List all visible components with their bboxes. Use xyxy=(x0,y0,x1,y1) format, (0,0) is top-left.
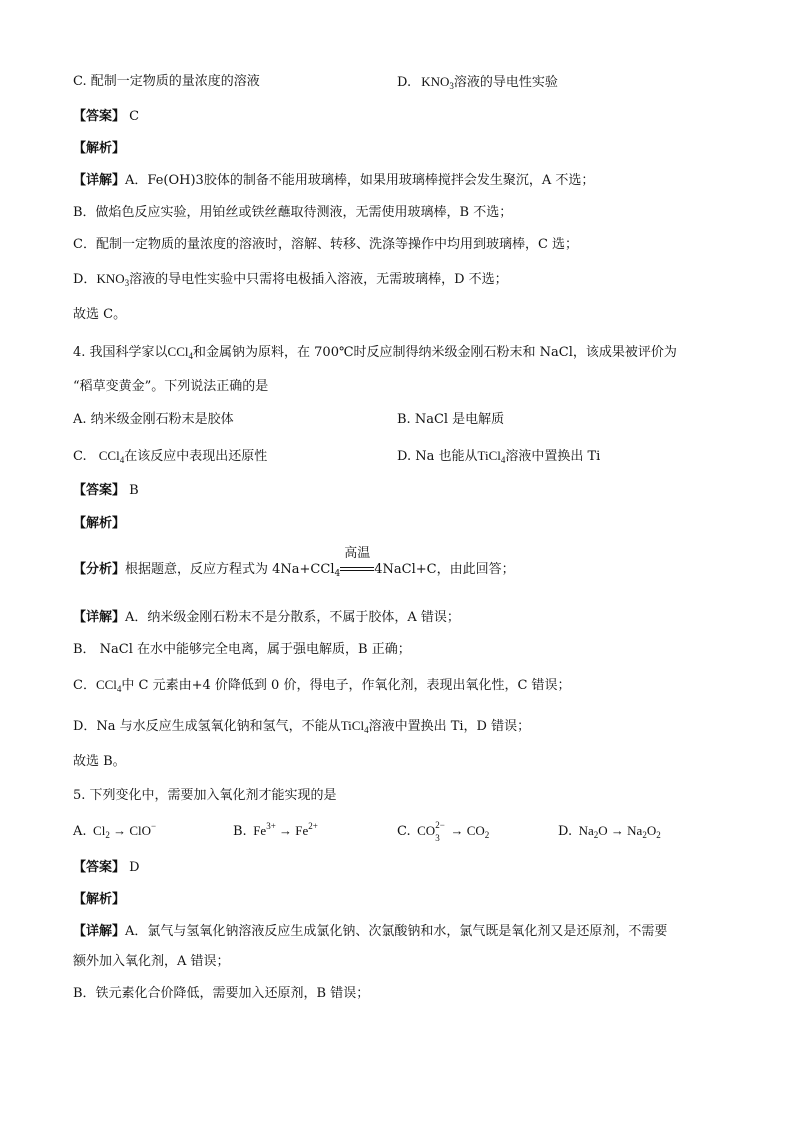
q3-option-c: C. 配制一定物质的量浓度的溶液 xyxy=(73,74,260,89)
option-text: D. Na 也能从 xyxy=(397,449,478,464)
q4-conclusion: 故选 B。 xyxy=(73,754,126,769)
detail-tag: 【详解】 xyxy=(73,610,126,625)
detail-tag: 【详解】 xyxy=(73,924,126,939)
ticl4-formula: TiCl$_4$ xyxy=(477,448,506,465)
q4-analysis-tag: 【解析】 xyxy=(73,516,126,531)
q5-option-b: B. $Fe^{3+} \to Fe^{2+}$ xyxy=(233,821,318,839)
q4-detail-a xyxy=(73,609,460,627)
condition-label: 高温 xyxy=(344,546,371,561)
answer-tag: 【答案】 xyxy=(73,860,126,875)
answer-value: C xyxy=(129,109,140,124)
q4-fenxi xyxy=(73,546,515,579)
equation-left: 根据题意，反应方程式为 4Na+CCl xyxy=(125,562,335,577)
option-label: D. xyxy=(558,824,573,839)
reaction-condition xyxy=(340,546,374,579)
option-label: C. xyxy=(397,824,411,839)
ticl4-formula: TiCl$_4$ xyxy=(340,718,369,735)
detail-text: A．Fe(OH)3胶体的制备不能用玻璃棒，如果用玻璃棒搅拌会发生聚沉，A 不选； xyxy=(125,173,595,188)
q4-detail-d xyxy=(73,717,530,736)
ccl4-formula: CCl$_4$ xyxy=(95,677,122,694)
option-label: A. xyxy=(73,824,87,839)
ccl4-formula: CCl$_4$ xyxy=(167,344,194,361)
q3-detail-d xyxy=(73,270,508,289)
q4-detail-c xyxy=(73,676,571,695)
option-text: 在该反应中表现出还原性 xyxy=(124,449,268,464)
q5-detail-a-line2: 额外加入氧化剂，A 错误； xyxy=(73,954,230,969)
q5-detail-a-line1 xyxy=(73,923,667,941)
q3-detail-c: C．配制一定物质的量浓度的溶液时，溶解、转移、洗涤等操作中均用到玻璃棒，C 选； xyxy=(73,237,579,252)
q4-stem-line2: “稻草变黄金”。下列说法正确的是 xyxy=(73,379,269,394)
q4-stem-line1 xyxy=(73,343,677,362)
detail-text: 中 C 元素由+4 价降低到 0 价，得电子，作氧化剂，表现出氧化性，C 错误； xyxy=(121,678,571,693)
detail-label: C． xyxy=(73,678,96,693)
q3-analysis-tag: 【解析】 xyxy=(73,141,126,156)
ccl4-formula: CCl$_4$ xyxy=(98,448,125,465)
q4-option-a: A. 纳米级金刚石粉末是胶体 xyxy=(73,412,234,427)
detail-text: 溶液中置换出 Ti，D 错误； xyxy=(368,719,531,734)
detail-tag: 【详解】 xyxy=(73,173,126,188)
fenxi-tag: 【分析】 xyxy=(73,562,126,577)
q4-option-c xyxy=(73,447,267,466)
stem-text: 4. 我国科学家以 xyxy=(73,345,168,360)
answer-value: D xyxy=(129,860,140,875)
q5-option-d: D. $Na_2O \to Na_2O_2$ xyxy=(558,823,661,840)
equation-sub: 4 xyxy=(334,569,341,579)
q3-detail-b: B．做焰色反应实验，用铂丝或铁丝蘸取待测液，无需使用玻璃棒，B 不选； xyxy=(73,205,513,220)
q5-detail-b: B．铁元素化合价降低，需要加入还原剂，B 错误； xyxy=(73,986,370,1001)
equals-sign xyxy=(340,567,374,571)
q3-answer xyxy=(73,108,139,126)
q3-detail-a xyxy=(73,172,594,190)
option-label: D. xyxy=(397,75,412,90)
q3-option-d xyxy=(397,73,558,92)
q5-stem: 5. 下列变化中，需要加入氧化剂才能实现的是 xyxy=(73,788,337,803)
answer-value: B xyxy=(129,483,139,498)
kno3-formula: $KNO_3$ xyxy=(96,271,130,288)
detail-text: A．纳米级金刚石粉末不是分散系，不属于胶体，A 错误； xyxy=(125,610,460,625)
detail-text: D．Na 与水反应生成氢氧化钠和氢气，不能从 xyxy=(73,719,341,734)
q5-option-c: C. CO 2− 3 → $CO_2$ xyxy=(397,820,490,843)
q4-answer xyxy=(73,482,139,500)
q4-detail-b: B． NaCl 在水中能够完全电离，属于强电解质，B 正确； xyxy=(73,642,411,657)
option-text: 溶液的导电性实验 xyxy=(453,75,558,90)
q3-conclusion: 故选 C。 xyxy=(73,307,127,322)
kno3-formula: $KNO_3$ xyxy=(421,74,454,91)
answer-tag: 【答案】 xyxy=(73,109,126,124)
stem-text: 和金属钠为原料，在 700℃时反应制得纳米级金刚石粉末和 NaCl，该成果被评价为 xyxy=(193,345,677,360)
q4-option-d xyxy=(397,447,600,466)
detail-label: D． xyxy=(73,272,97,287)
detail-text: A．氯气与氢氧化钠溶液反应生成氯化钠、次氯酸钠和水，氯气既是氧化剂又是还原剂，不需要 xyxy=(125,924,668,939)
q4-option-b: B. NaCl 是电解质 xyxy=(397,412,505,427)
option-text: 溶液中置换出 Ti xyxy=(505,449,601,464)
q5-answer xyxy=(73,859,140,877)
option-label: B. xyxy=(233,824,247,839)
detail-text: 溶液的导电性实验中只需将电极插入溶液，无需玻璃棒，D 不选； xyxy=(129,272,508,287)
answer-tag: 【答案】 xyxy=(73,483,126,498)
option-label: C. xyxy=(73,449,87,464)
q5-analysis-tag: 【解析】 xyxy=(73,892,126,907)
equation-right: 4NaCl+C，由此回答； xyxy=(374,562,515,577)
q5-option-a: A. $Cl_2 \to ClO^-$ xyxy=(73,821,157,840)
